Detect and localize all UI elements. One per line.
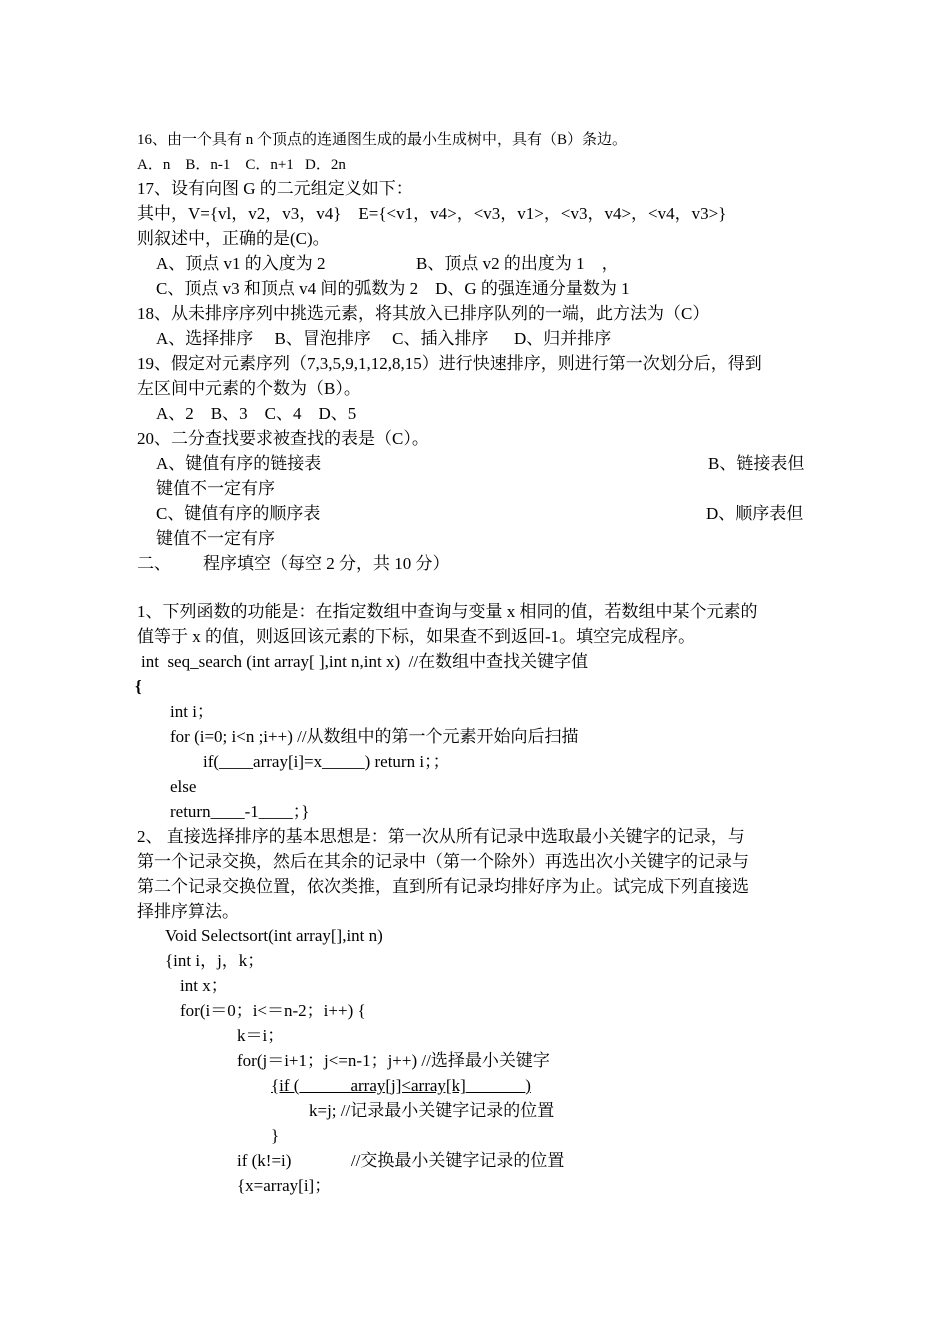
- p2-code-line: if (k!=i) //交换最小关键字记录的位置: [237, 1151, 565, 1170]
- p2-code-line: for(j＝i+1；j<=n-1；j++) //选择最小关键字: [237, 1051, 550, 1070]
- p1-code-line: int i；: [170, 702, 214, 721]
- q17-line3: 则叙述中，正确的是(C)。: [137, 229, 330, 248]
- q16-stem: 16、由一个具有 n 个顶点的连通图生成的最小生成树中，具有（B）条边。: [137, 132, 628, 148]
- p2-line1: 2、 直接选择排序的基本思想是：第一次从所有记录中选取最小关键字的记录，与: [137, 827, 745, 846]
- q17-line2: 其中，V={vl，v2，v3，v4} E={<v1，v4>，<v3，v1>，<v3，v4>，<v4，v3>}: [137, 204, 727, 223]
- q19-line2: 左区间中元素的个数为（B）。: [137, 379, 361, 398]
- q17-stem: 17、设有向图 G 的二元组定义如下：: [137, 179, 413, 198]
- q20-option-c: C、键值有序的顺序表: [156, 504, 321, 523]
- p2-code-line: k＝i；: [237, 1026, 285, 1045]
- p1-line1: 1、下列函数的功能是：在指定数组中查询与变量 x 相同的值，若数组中某个元素的: [137, 602, 758, 621]
- section2-number: 二、: [137, 554, 171, 573]
- p1-code-line: else: [170, 777, 197, 796]
- p1-code-line: int seq_search (int array[ ],int n,int x) //在数组中查找关键字值: [141, 652, 589, 671]
- q20-option-b-tail: 键值不一定有序: [156, 479, 275, 498]
- p1-line2: 值等于 x 的值，则返回该元素的下标，如果查不到返回-1。填空完成程序。: [137, 627, 696, 646]
- p1-code-line: {: [135, 677, 142, 696]
- p1-code-line: if(____array[i]=x_____) return i；；: [203, 752, 450, 771]
- q19-line1: 19、假定对元素序列（7,3,5,9,1,12,8,15）进行快速排序，则进行第一次划分后，得到: [137, 354, 762, 373]
- p2-line3: 第二个记录交换位置，依次类推，直到所有记录均排好序为止。试完成下列直接选: [137, 877, 749, 896]
- q18-stem: 18、从未排序序列中挑选元素，将其放入已排序队列的一端，此方法为（C）: [137, 304, 710, 323]
- p2-code-line: }: [271, 1126, 280, 1145]
- p2-line2: 第一个记录交换，然后在其余的记录中（第一个除外）再选出次小关键字的记录与: [137, 852, 749, 871]
- p2-code-line: k=j; //记录最小关键字记录的位置: [309, 1101, 555, 1120]
- q17-option-cd: C、顶点 v3 和顶点 v4 间的弧数为 2 D、G 的强连通分量数为 1: [156, 279, 630, 298]
- p1-code-line: for (i=0; i<n ;i++) //从数组中的第一个元素开始向后扫描: [170, 727, 579, 746]
- q20-stem: 20、二分查找要求被查找的表是（C）。: [137, 429, 429, 448]
- q20-option-d-tail: 键值不一定有序: [156, 529, 275, 548]
- q17-option-b: B、顶点 v2 的出度为 1 ，: [416, 254, 619, 273]
- section2-title: 程序填空（每空 2 分，共 10 分）: [203, 554, 450, 573]
- q19-options: A、2 B、3 C、4 D、5: [156, 404, 357, 423]
- p1-code-line: return____-1____；}: [170, 802, 310, 821]
- q20-option-a: A、键值有序的链接表: [156, 454, 322, 473]
- q16-options: A．n B．n-1 C．n+1 D．2n: [137, 157, 346, 173]
- p2-code-line-blank: {if (______array[j]<array[k]_______): [271, 1076, 531, 1095]
- q20-option-b-head: B、链接表但: [708, 454, 805, 473]
- p2-code-line: {x=array[i]；: [237, 1176, 332, 1195]
- p2-code-line: int x；: [180, 976, 228, 995]
- q20-option-d-head: D、顺序表但: [706, 504, 804, 523]
- q18-options: A、选择排序 B、冒泡排序 C、插入排序 D、归并排序: [156, 329, 612, 348]
- p2-code-line: {int i，j，k；: [165, 951, 265, 970]
- p2-code-line: Void Selectsort(int array[],int n): [165, 926, 383, 945]
- q17-option-a: A、顶点 v1 的入度为 2: [156, 254, 326, 273]
- p2-line4: 择排序算法。: [137, 902, 239, 921]
- p2-code-line: for(i＝0；i<＝n-2；i++) {: [180, 1001, 366, 1020]
